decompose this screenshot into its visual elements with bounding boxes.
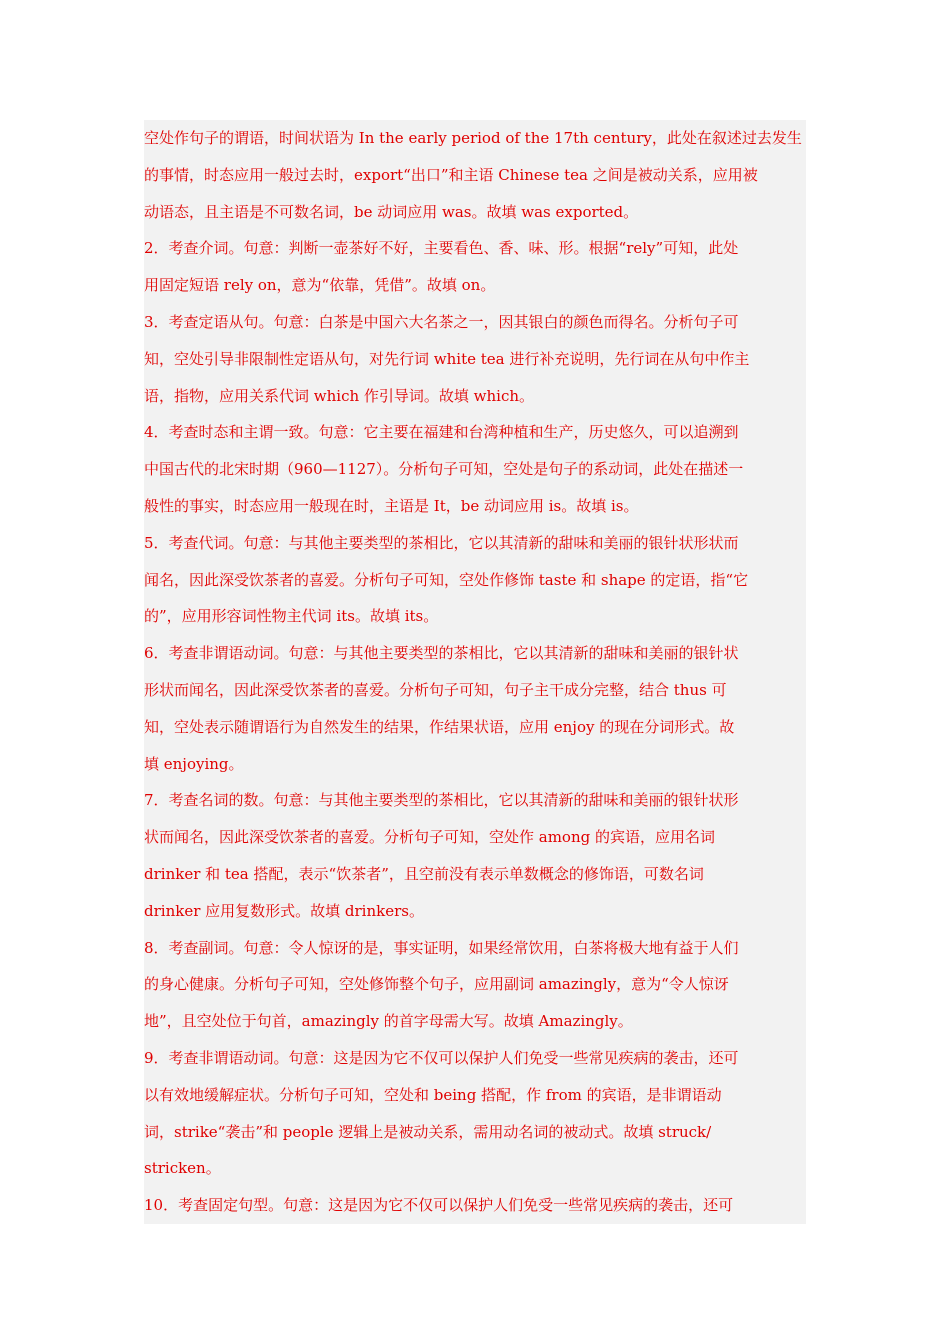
text-line: 的事情，时态应用一般过去时，export“出口”和主语 Chinese tea 之间是被动关系，应用被 [144, 165, 758, 184]
text-line: 中国古代的北宋时期（960—1127）。分析句子可知，空处是句子的系动词，此处在描述一 [144, 460, 744, 479]
text-line: 词，strike“袭击”和 people 逻辑上是被动关系，需用动名词的被动式。故填 struck/ [144, 1122, 712, 1141]
text-line: 5．考查代词。句意：与其他主要类型的茶相比，它以其清新的甜味和美丽的银针状形状而 [144, 533, 739, 552]
text-line: drinker 应用复数形式。故填 drinkers。 [144, 901, 424, 920]
text-line: 知，空处表示随谓语行为自然发生的结果，作结果状语，应用 enjoy 的现在分词形式。故 [144, 717, 735, 736]
text-line: 知，空处引导非限制性定语从句，对先行词 white tea 进行补充说明，先行词在从句中作主 [144, 349, 750, 368]
text-line: drinker 和 tea 搭配，表示“饮茶者”，且空前没有表示单数概念的修饰语，可数名词 [144, 864, 704, 883]
text-line: 9．考查非谓语动词。句意：这是因为它不仅可以保护人们免受一些常见疾病的袭击，还可 [144, 1048, 739, 1067]
text-line: 10．考查固定句型。句意：这是因为它不仅可以保护人们免受一些常见疾病的袭击，还可 [144, 1196, 734, 1215]
text-line: 形状而闻名，因此深受饮茶者的喜爱。分析句子可知，句子主干成分完整，结合 thus 可 [144, 680, 727, 699]
text-line: 地”，且空处位于句首，amazingly 的首字母需大写。故填 Amazingly。 [144, 1012, 633, 1031]
text-line: 的身心健康。分析句子可知，空处修饰整个句子，应用副词 amazingly，意为“令人惊讶 [144, 975, 729, 994]
text-line: 2．考查介词。句意：判断一壶茶好不好，主要看色、香、味、形。根据“rely”可知，此处 [144, 239, 739, 258]
text-line: 的”，应用形容词性物主代词 its。故填 its。 [144, 607, 439, 626]
text-line: 动语态，且主语是不可数名词，be 动词应用 was。故填 was exported。 [144, 202, 639, 221]
text-line: 填 enjoying。 [144, 754, 244, 773]
text-line: 空处作句子的谓语，时间状语为 In the early period of the 17th century，此处在叙述过去发生 [144, 129, 802, 147]
text-line: 般性的事实，时态应用一般现在时，主语是 It，be 动词应用 is。故填 is。 [144, 496, 639, 515]
text-line: stricken。 [144, 1159, 221, 1178]
text-line: 状而闻名，因此深受饮茶者的喜爱。分析句子可知，空处作 among 的宾语，应用名词 [144, 828, 715, 847]
text-line: 语，指物，应用关系代词 which 作引导词。故填 which。 [144, 386, 535, 405]
text-line: 6．考查非谓语动词。句意：与其他主要类型的茶相比，它以其清新的甜味和美丽的银针状 [144, 644, 739, 663]
answer-explanation-block [144, 120, 806, 1224]
text-line: 闻名，因此深受饮茶者的喜爱。分析句子可知，空处作修饰 taste 和 shape 的定语，指“它 [144, 570, 749, 589]
text-line: 7．考查名词的数。句意：与其他主要类型的茶相比，它以其清新的甜味和美丽的银针状形 [144, 791, 739, 810]
text-line: 以有效地缓解症状。分析句子可知，空处和 being 搭配，作 from 的宾语，是非谓语动 [144, 1085, 722, 1104]
text-line: 4．考查时态和主谓一致。句意：它主要在福建和台湾种植和生产，历史悠久，可以追溯到 [144, 423, 739, 442]
text-line: 3．考查定语从句。句意：白茶是中国六大名茶之一，因其银白的颜色而得名。分析句子可 [144, 312, 739, 331]
text-line: 8．考查副词。句意：令人惊讶的是，事实证明，如果经常饮用，白茶将极大地有益于人们 [144, 938, 739, 957]
text-line: 用固定短语 rely on，意为“依靠，凭借”。故填 on。 [144, 276, 496, 295]
